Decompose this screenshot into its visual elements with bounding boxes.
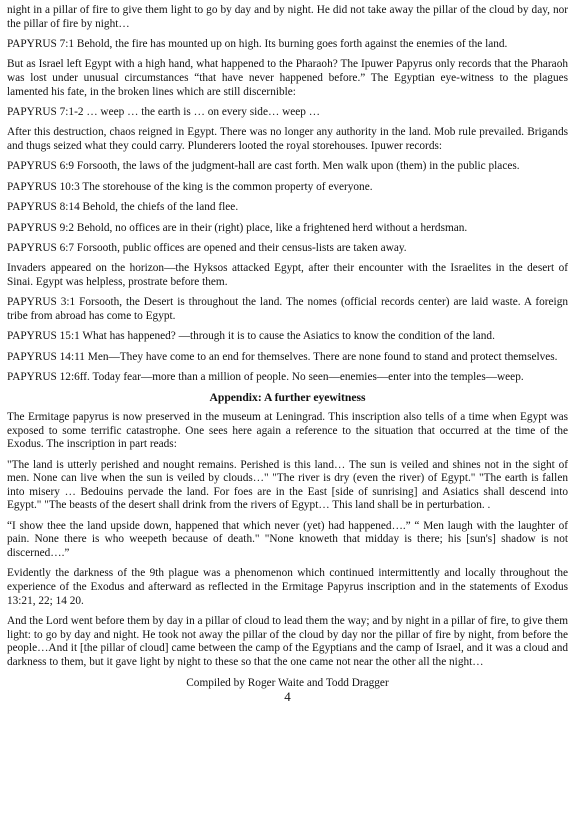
papyrus-quote: PAPYRUS 7:1 Behold, the fire has mounted up on high. Its burning goes forth against the enemies of the land. xyxy=(7,37,508,50)
papyrus-quote: PAPYRUS 8:14 Behold, the chiefs of the land flee. xyxy=(7,201,239,214)
page-footer xyxy=(7,677,568,703)
papyrus-quote: PAPYRUS 7:1-2 … weep … the earth is … on every side… weep … xyxy=(7,105,321,118)
inscription-quote: "The land is utterly perished and nought remains. Perished is this land… The sun is veiled and shines not in the sight of men. None can live when the sun is veiled by clouds…" "The river is dry (even the river) of Egypt." "The earth is fallen into misery … Bedouins pervade the land. For foes are in the East [side of sunrising] and Asiatics shall descend into Egypt." "The beasts of the desert shall drink from the rivers of Egypt… This land shall be in perturbation. . xyxy=(7,458,568,512)
papyrus-quote: PAPYRUS 3:1 Forsooth, the Desert is throughout the land. The nomes (official records center) are laid waste. A foreign tribe from abroad has come to Egypt. xyxy=(7,296,568,322)
body-paragraph: After this destruction, chaos reigned in Egypt. There was no longer any authority in the land. Mob rule prevailed. Brigands and thugs seized what they could carry. Plunderers looted the royal storehouses. Ipuwer records: xyxy=(7,126,568,152)
appendix-paragraph: Evidently the darkness of the 9th plague was a phenomenon which continued intermittently and locally throughout the experience of the Exodus and afterward as reflected in the Ermitage Papyrus inscription and in the statements of Exodus 13:21, 22; 14 20. xyxy=(7,567,568,607)
papyrus-quote: PAPYRUS 15:1 What has happened? —through it is to cause the Asiatics to know the condition of the land. xyxy=(7,330,495,343)
inscription-quote: “I show thee the land upside down, happened that which never (yet) had happened….” “ Men laugh with the laughter of pain. None there is who weepeth because of death." "None knoweth that midday is there; his [sun's] shadow is not discerned….” xyxy=(7,519,568,559)
papyrus-quote: PAPYRUS 6:9 Forsooth, the laws of the judgment-hall are cast forth. Men walk upon (them) in the public places. xyxy=(7,160,520,173)
footer-credit: Compiled by Roger Waite and Todd Dragger xyxy=(186,677,389,690)
scripture-quote: And the Lord went before them by day in a pillar of cloud to lead them the way; and by night in a pillar of fire, to give them light: to go by day and night. He took not away the pillar of the cloud by day nor the pillar of fire by night, from before the people…And it [the pillar of cloud] came between the camp of the Egyptians and the camp of Israel, and it was a cloud and darkness to them, but it gave light by night to these so that the one came not near the other all the night… xyxy=(7,614,568,668)
papyrus-quote: PAPYRUS 14:11 Men—They have come to an end for themselves. There are none found to stand and protect themselves. xyxy=(7,350,558,363)
papyrus-quote: PAPYRUS 10:3 The storehouse of the king is the common property of everyone. xyxy=(7,180,373,193)
body-paragraph: Invaders appeared on the horizon—the Hyksos attacked Egypt, after their encounter with the Israelites in the desert of Sinai. Egypt was helpless, prostrate before them. xyxy=(7,262,568,288)
appendix-paragraph: The Ermitage papyrus is now preserved in the museum at Leningrad. This inscription also tells of a time when Egypt was exposed to some terrific catastrophe. One sees here again a reference to the situation that occurred at the time of the Exodus. The inscription in part reads: xyxy=(7,411,568,451)
papyrus-quote: PAPYRUS 6:7 Forsooth, public offices are opened and their census-lists are taken away. xyxy=(7,241,407,254)
body-paragraph: But as Israel left Egypt with a high hand, what happened to the Pharaoh? The Ipuwer Papyrus only records that the Pharaoh was lost under unusual circumstances “that have never happened before.” The Egyptian eye-witness to the plagues lamented his fate, in the broken lines which are still discernible: xyxy=(7,58,568,98)
papyrus-quote: PAPYRUS 12:6ff. Today fear—more than a million of people. No seen—enemies—enter into the temples—weep. xyxy=(7,371,524,384)
papyrus-quote: PAPYRUS 9:2 Behold, no offices are in their (right) place, like a frightened herd without a herdsman. xyxy=(7,221,468,234)
paragraph-continuation: night in a pillar of fire to give them light to go by day and by night. He did not take away the pillar of the cloud by day, nor the pillar of fire by night… xyxy=(7,4,568,30)
page-number: 4 xyxy=(284,689,291,705)
appendix-heading: Appendix: A further eyewitness xyxy=(209,391,366,405)
